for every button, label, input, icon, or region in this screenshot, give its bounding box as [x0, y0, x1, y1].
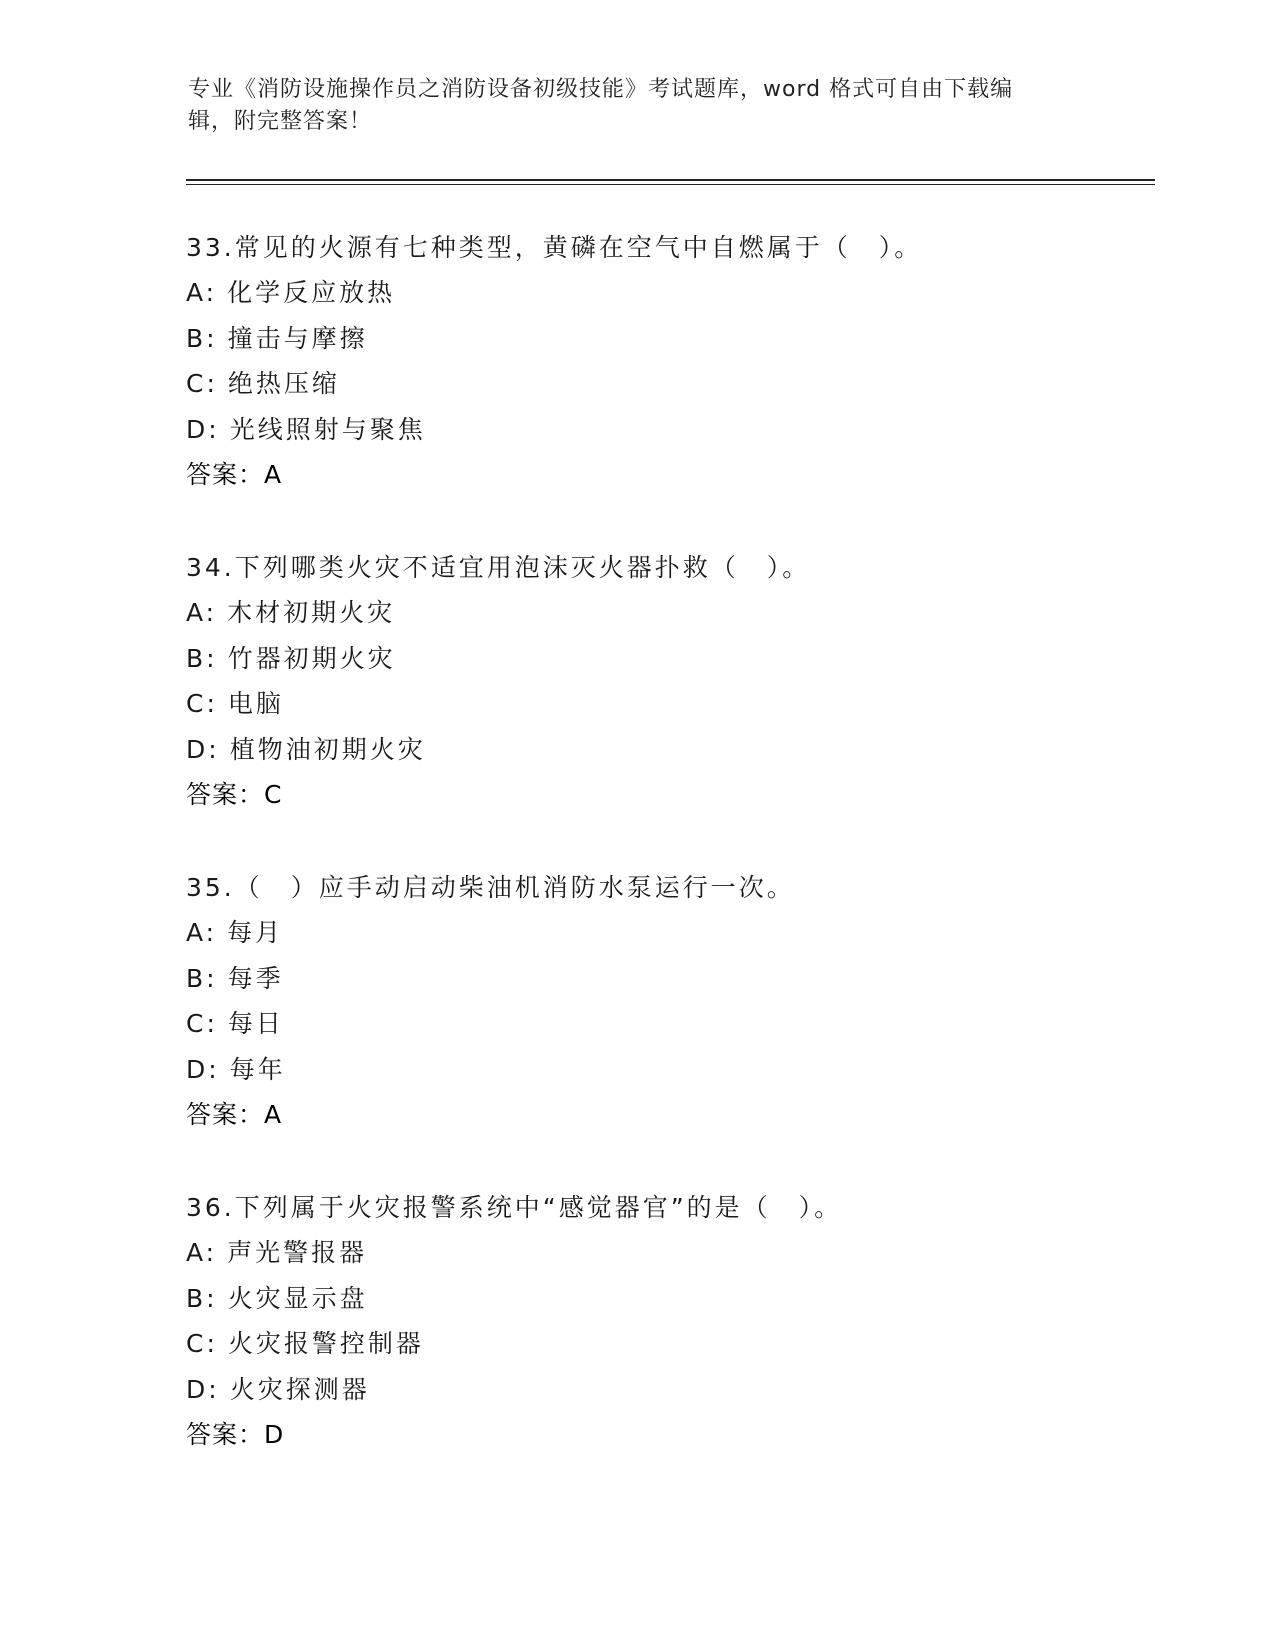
- option-d: [186, 727, 1146, 772]
- question-stem: 34.下列哪类火灾不适宜用泡沫灭火器扑救（ ）。: [186, 553, 811, 582]
- option-label: C:: [186, 1329, 218, 1359]
- option-c: [186, 1001, 1146, 1046]
- option-c: [186, 361, 1146, 406]
- option-a: [186, 590, 1146, 635]
- option-text: 火灾报警控制器: [227, 1329, 424, 1359]
- option-c: [186, 1321, 1146, 1366]
- option-label: B:: [186, 643, 218, 673]
- option-text: 每月: [227, 918, 284, 948]
- option-b: [186, 956, 1146, 1001]
- answer-line: 答案：A: [186, 459, 283, 489]
- option-label: C:: [186, 689, 218, 719]
- option-label: A:: [186, 278, 218, 308]
- question-block: [186, 1185, 1146, 1457]
- option-text: 化学反应放热: [227, 278, 396, 308]
- option-d: [186, 1367, 1146, 1412]
- option-label: D:: [186, 734, 220, 764]
- question-block: [186, 545, 1146, 817]
- option-label: C:: [186, 1009, 218, 1039]
- option-label: D:: [186, 1374, 220, 1404]
- option-text: 光线照射与聚焦: [229, 414, 426, 444]
- document-header: [188, 74, 1068, 138]
- answer-line: 答案：C: [186, 779, 283, 809]
- option-text: 植物油初期火灾: [229, 734, 426, 764]
- option-label: A:: [186, 918, 218, 948]
- option-b: [186, 636, 1146, 681]
- option-text: 每年: [229, 1054, 286, 1084]
- option-label: C:: [186, 369, 218, 399]
- option-text: 撞击与摩擦: [227, 323, 368, 353]
- option-text: 绝热压缩: [227, 369, 340, 399]
- question-stem: 36.下列属于火灾报警系统中“感觉器官”的是（ ）。: [186, 1193, 843, 1222]
- header-line-1: 专业《消防设施操作员之消防设备初级技能》考试题库，word 格式可自由下载编: [188, 77, 1014, 102]
- option-d: [186, 407, 1146, 452]
- answer-line: 答案：D: [186, 1419, 285, 1449]
- option-text: 火灾探测器: [229, 1374, 370, 1404]
- option-a: [186, 1230, 1146, 1275]
- question-stem: 35.（ ）应手动启动柴油机消防水泵运行一次。: [186, 873, 795, 902]
- option-label: B:: [186, 1283, 218, 1313]
- option-label: D:: [186, 414, 220, 444]
- option-d: [186, 1047, 1146, 1092]
- option-text: 电脑: [227, 689, 284, 719]
- question-block: [186, 865, 1146, 1137]
- option-c: [186, 681, 1146, 726]
- option-text: 木材初期火灾: [227, 598, 396, 628]
- option-text: 竹器初期火灾: [227, 643, 396, 673]
- option-text: 火灾显示盘: [227, 1283, 368, 1313]
- answer-line: 答案：A: [186, 1099, 283, 1129]
- option-text: 每日: [227, 1009, 284, 1039]
- question-block: [186, 225, 1146, 497]
- option-label: D:: [186, 1054, 220, 1084]
- option-label: A:: [186, 598, 218, 628]
- option-text: 每季: [227, 963, 284, 993]
- option-text: 声光警报器: [227, 1238, 368, 1268]
- option-label: B:: [186, 323, 218, 353]
- header-divider-thin: [186, 184, 1155, 185]
- option-label: A:: [186, 1238, 218, 1268]
- option-a: [186, 910, 1146, 955]
- header-line-2: 辑，附完整答案！: [188, 109, 373, 134]
- option-b: [186, 316, 1146, 361]
- header-divider-thick: [186, 179, 1155, 181]
- option-a: [186, 270, 1146, 315]
- option-label: B:: [186, 963, 218, 993]
- option-b: [186, 1276, 1146, 1321]
- question-stem: 33.常见的火源有七种类型，黄磷在空气中自燃属于（ ）。: [186, 233, 923, 262]
